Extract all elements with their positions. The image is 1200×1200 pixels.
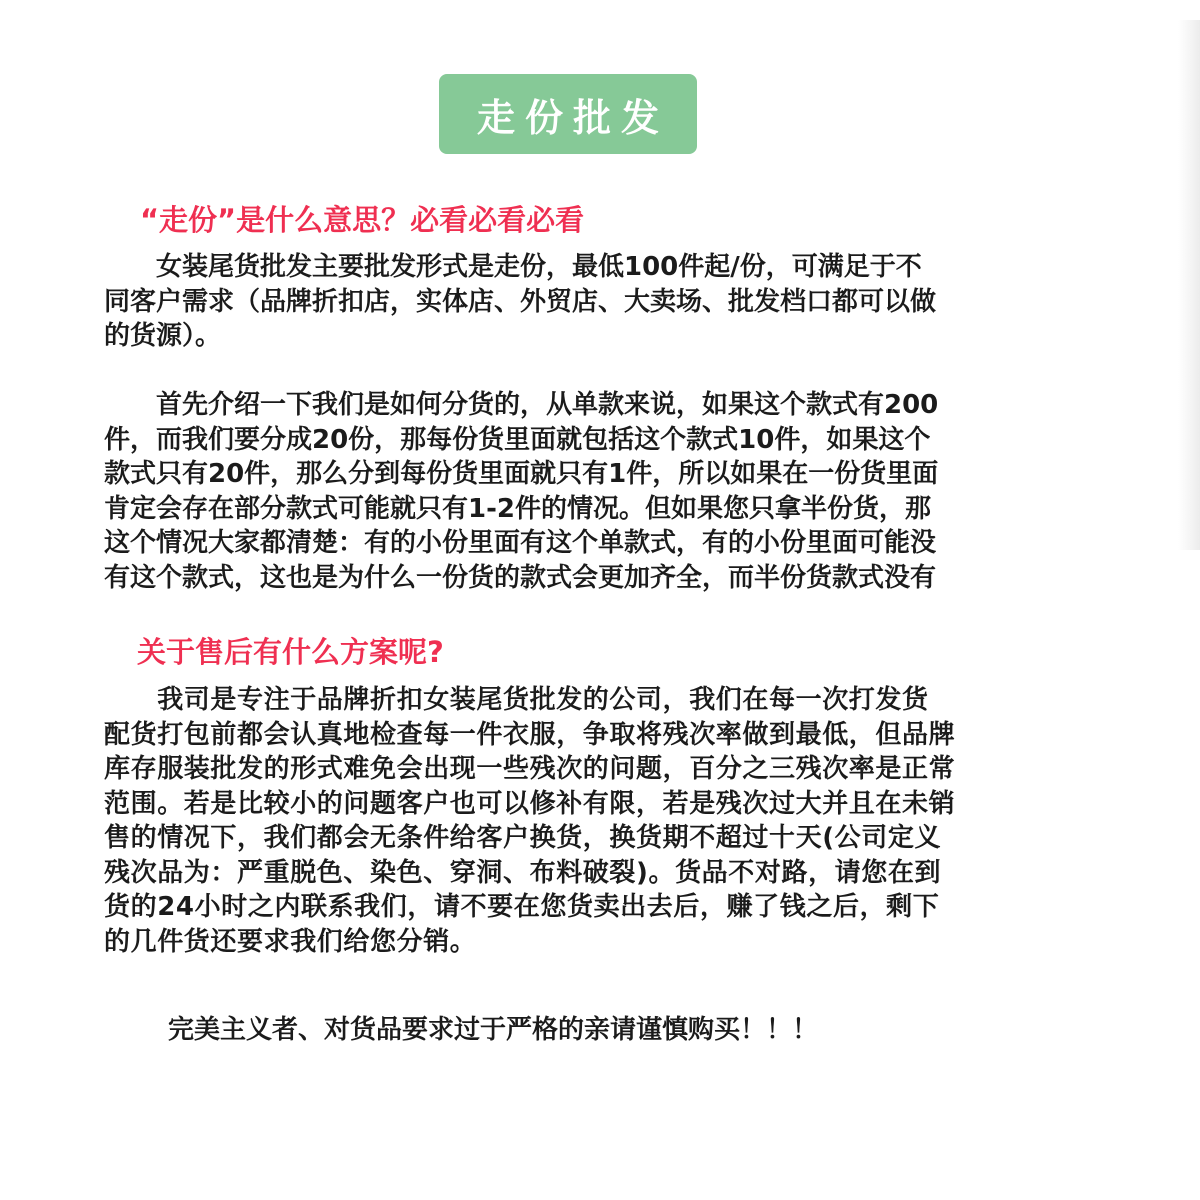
section-heading-meaning: “走份”是什么意思？必看必看必看 xyxy=(140,203,585,237)
paragraph-wholesale-form: 女装尾货批发主要批发形式是走份，最低100件起/份，可满足于不 同客户需求（品牌折扣店，实体店、外贸店、大卖场、批发档口都可以做 的货源）。 xyxy=(104,252,937,351)
section-heading-after-sales: 关于售后有什么方案呢? xyxy=(137,635,444,669)
scrollbar-track xyxy=(1178,20,1200,550)
banner-title: 走份批发 xyxy=(476,95,669,140)
title-banner xyxy=(439,74,697,154)
paragraph-warning: 完美主义者、对货品要求过于严格的亲请谨慎购买！！！ xyxy=(168,1015,819,1045)
paragraph-after-sales: 我司是专注于品牌折扣女装尾货批发的公司，我们在每一次打发货 配货打包前都会认真地检查每一件衣服，争取将残次率做到最低，但品牌 库存服装批发的形式难免会出现一些残次的问题，百分之三残次率是正常 范围。若是比较小的问题客户也可以修补有限，若是残次过大并且在未销 售的情况下，我们都会无条件给客户换货，换货期不超过十天(公司定义 残次品为：严重脱色、染色、穿洞、布料破裂)。货品不对路，请您在到 货的24小时之内联系我们，请不要在您货卖出去后，赚了钱之后，剩下 的几件货还要求我们给您分销。 xyxy=(104,685,956,957)
paragraph-distribution: 首先介绍一下我们是如何分货的，从单款来说，如果这个款式有200 件，而我们要分成20份，那每份货里面就包括这个款式10件，如果这个 款式只有20件，那么分到每份货里面就只有1件，所以如果在一份货里面 肯定会存在部分款式可能就只有1-2件的情况。但如果您只拿半份货，那 这个情况大家都清楚：有的小份里面有这个单款式，有的小份里面可能没 有这个款式，这也是为什么一份货的款式会更加齐全，而半份货款式没有 xyxy=(104,390,939,593)
